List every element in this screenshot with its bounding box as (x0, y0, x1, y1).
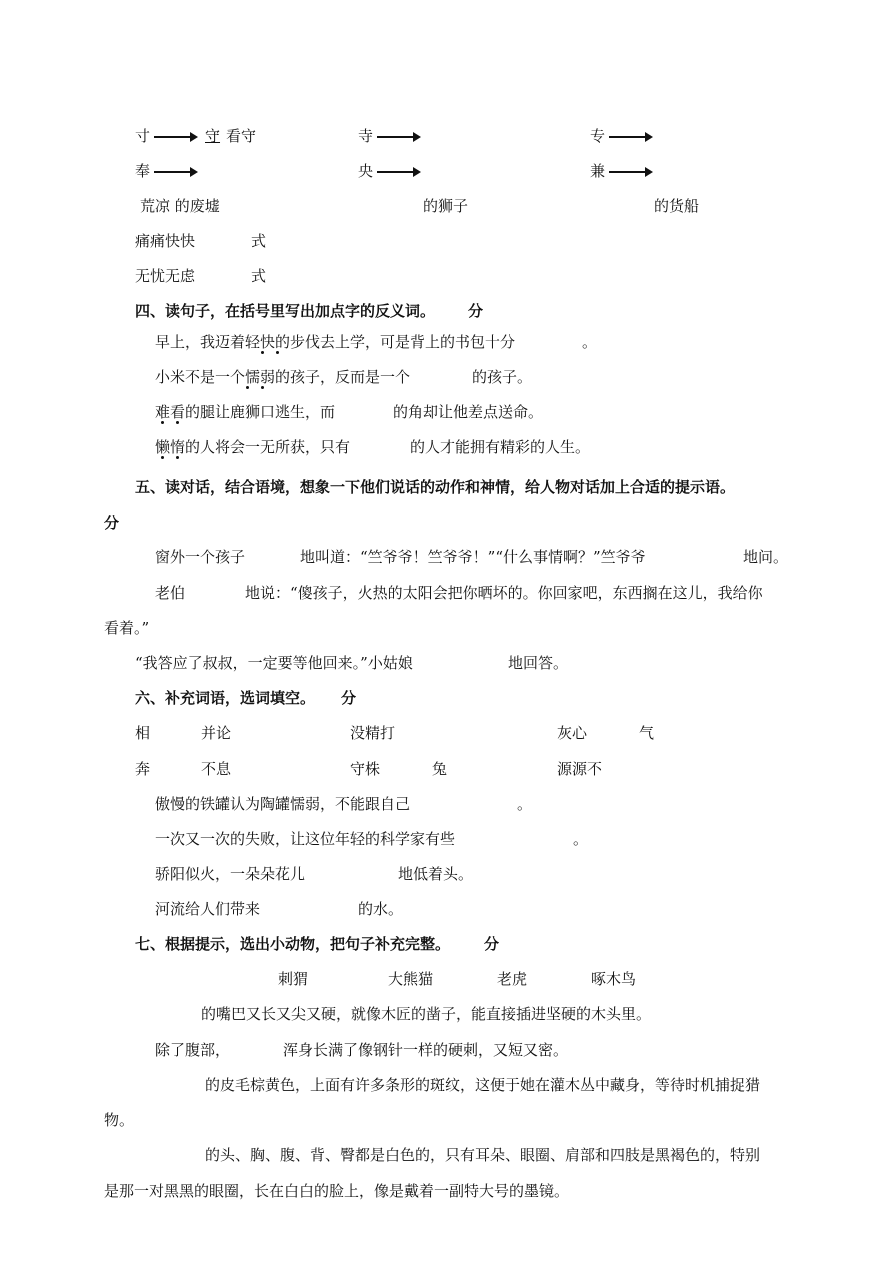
emphasis-dot (276, 351, 279, 354)
idiom-6: 源源不 (557, 760, 603, 778)
emphasis-dot (176, 421, 179, 424)
char-feng: 奉 (135, 162, 151, 180)
q7-sentence-3-wrap: 物。 (104, 1111, 135, 1129)
q4-sentence-1: 早上，我迈着轻快的步伐去上学，可是背上的书包十分 (155, 333, 516, 351)
idiom-5a: 守株 (350, 760, 381, 778)
emphasis-dot (261, 351, 264, 354)
section-4-score: 分 (468, 302, 484, 320)
animal-option: 刺猬 (278, 970, 309, 988)
char-jian: 兼 (590, 162, 606, 180)
q6-sentence-4: 河流给人们带来 (155, 900, 261, 918)
char-cun: 寸 (135, 127, 151, 145)
q5-line-2: 老伯 (155, 584, 186, 602)
q5-line-1: 窗外一个孩子 (155, 548, 246, 566)
answer-shou: 守 (205, 127, 221, 145)
word-kanshou: 看守 (226, 127, 257, 145)
idiom-4a: 奔 (135, 760, 151, 778)
section-7-heading: 七、根据提示，选出小动物，把句子补充完整。 (135, 935, 451, 953)
q7-sentence-4-wrap: 是那一对黑黑的眼圈，长在白白的脸上，像是戴着一副特大号的墨镜。 (104, 1182, 570, 1200)
idiom-1a: 相 (135, 724, 151, 742)
q6-sentence-1-end: 。 (517, 795, 533, 813)
q4-sentence-3: 难看的腿让鹿狮口逃生，而 (155, 403, 336, 421)
q7-sentence-3: 的皮毛棕黄色，上面有许多条形的斑纹，这便于她在灌木丛中藏身，等待时机捕捉猎 (205, 1076, 761, 1094)
phrase-huangliang: 荒凉 的废墟 (140, 197, 220, 215)
q6-sentence-1: 傲慢的铁罐认为陶罐懦弱，不能跟自己 (155, 795, 411, 813)
animal-option: 大熊猫 (388, 970, 434, 988)
q6-sentence-3: 骄阳似火，一朵朵花儿 (155, 865, 306, 883)
q4-sentence-4: 懒惰的人将会一无所获，只有 (155, 438, 351, 456)
section-7-score: 分 (484, 935, 500, 953)
q4-sentence-2: 小米不是一个懦弱的孩子，反而是一个 (155, 368, 411, 386)
arrow-icon (609, 131, 653, 143)
abcc-tail-2: 式 (251, 267, 267, 285)
arrow-icon (377, 131, 421, 143)
idiom-5b: 兔 (432, 760, 448, 778)
q5-line-2-wrap: 看着。” (104, 619, 150, 637)
q7-sentence-4: 的头、胸、腹、背、臀都是白色的，只有耳朵、眼圈、肩部和四肢是黑褐色的，特别 (205, 1146, 761, 1164)
q5-line-1-end: 地问。 (743, 548, 789, 566)
q4-sentence-2-end: 的孩子。 (472, 368, 533, 386)
abcc-word-1: 痛痛快快 (135, 232, 196, 250)
char-si: 寺 (358, 127, 374, 145)
abcc-tail-1: 式 (251, 232, 267, 250)
q6-sentence-2: 一次又一次的失败，让这位年轻的科学家有些 (155, 830, 456, 848)
emphasis-dot (161, 456, 164, 459)
arrow-icon (154, 166, 198, 178)
emphasis-dot (161, 421, 164, 424)
q4-sentence-4-end: 的人才能拥有精彩的人生。 (410, 438, 591, 456)
emphasis-dot (261, 386, 264, 389)
section-6-heading: 六、补充词语，选词填空。 (135, 689, 316, 707)
idiom-3a: 灰心 (557, 724, 588, 742)
q7-sentence-2-end: 浑身长满了像钢针一样的硬刺，又短又密。 (283, 1041, 569, 1059)
phrase-huochuan: 的货船 (654, 197, 700, 215)
q7-sentence-1: 的嘴巴又长又尖又硬，就像木匠的凿子，能直接插进坚硬的木头里。 (201, 1005, 652, 1023)
emphasis-dot (176, 456, 179, 459)
idiom-3b: 气 (639, 724, 655, 742)
q6-sentence-2-end: 。 (573, 830, 589, 848)
q6-sentence-3-end: 地低着头。 (398, 865, 474, 883)
q7-sentence-2: 除了腹部， (155, 1041, 231, 1059)
phrase-shizi: 的狮子 (423, 197, 469, 215)
q5-line-2-mid: 地说：“傻孩子，火热的太阳会把你晒坏的。你回家吧，东西搁在这儿，我给你 (245, 584, 763, 602)
idiom-1b: 并论 (201, 724, 232, 742)
arrow-icon (609, 166, 653, 178)
char-zhuan: 专 (590, 127, 606, 145)
animal-option: 老虎 (497, 970, 528, 988)
q4-sentence-1-end: 。 (582, 333, 598, 351)
arrow-icon (154, 131, 198, 143)
arrow-icon (377, 166, 421, 178)
abcc-word-2: 无忧无虑 (135, 267, 196, 285)
idiom-4b: 不息 (201, 760, 232, 778)
char-yang: 央 (358, 162, 374, 180)
section-6-score: 分 (341, 689, 357, 707)
q5-line-3: “我答应了叔叔，一定要等他回来。”小姑娘 (135, 654, 413, 672)
q5-line-1-mid: 地叫道：“竺爷爷！竺爷爷！”“什么事情啊？”竺爷爷 (300, 548, 646, 566)
q6-sentence-4-end: 的水。 (358, 900, 404, 918)
emphasis-dot (246, 386, 249, 389)
section-5-heading: 五、读对话，结合语境，想象一下他们说话的动作和神情，给人物对话加上合适的提示语。 (135, 478, 736, 496)
idiom-2: 没精打 (350, 724, 396, 742)
section-4-heading: 四、读句子，在括号里写出加点字的反义词。 (135, 302, 436, 320)
animal-option: 啄木鸟 (591, 970, 637, 988)
q5-line-3-end: 地回答。 (508, 654, 569, 672)
section-5-score: 分 (104, 514, 120, 532)
q4-sentence-3-end: 的角却让他差点送命。 (393, 403, 544, 421)
